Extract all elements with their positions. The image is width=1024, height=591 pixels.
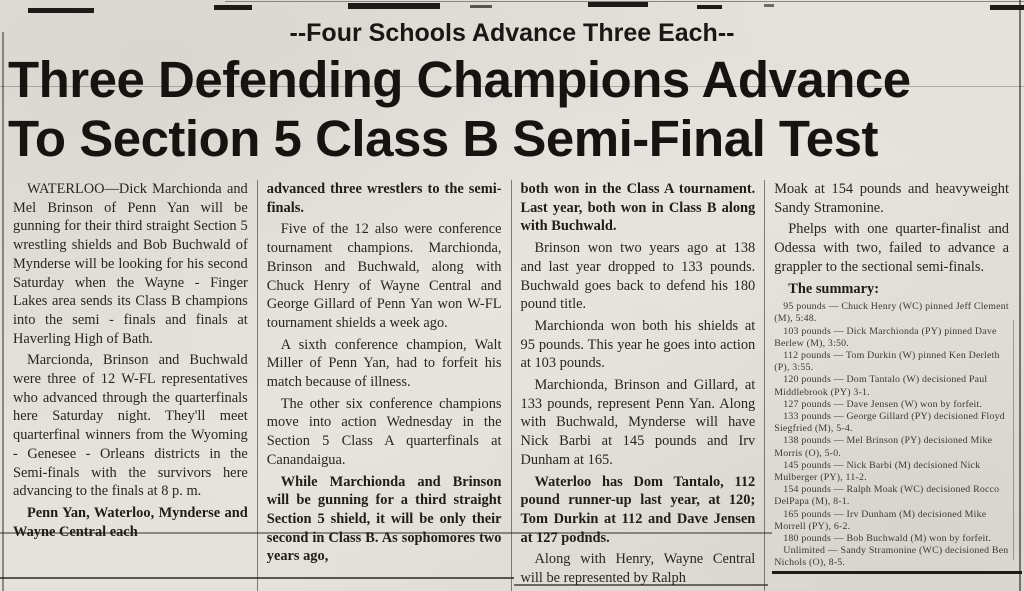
article-paragraph: A sixth conference champion, Walt Miller of Penn Yan, had to forfeit his match because of illness. <box>266 336 502 391</box>
article-paragraph: WATERLOO—Dick Marchionda and Mel Brinson of Penn Yan will be gunning for their third straight Section 5 wrestling shields and Bob Buchwald of Mynderse will be looking for his second Saturday when the Wayne - Finger Lakes area sends its Class B champions into the semi - finals and finals at Haverling High of Bath. <box>13 181 248 347</box>
article-paragraph: The other six conference champions move into action Wednesday in the Section 5 Class A quarterfinals at Canandaigua. <box>266 395 502 468</box>
scan-artifact <box>348 3 440 9</box>
article-paragraph: Marcionda, Brinson and Buchwald were three of 12 W-FL representatives who advanced through the quarterfinals here Saturday night. They'll meet quarterfinal winners from the Wyoming - Genesee - Orleans districts in the Semi-finals with the survivors here advancing to the finals at 8 p. m. <box>13 352 248 500</box>
article-paragraph: Phelps with one quarter-finalist and Odessa with two, failed to advance a grappler to the sectional semi-finals. <box>774 221 1009 275</box>
article-column-2 <box>258 178 511 591</box>
summary-result-133: 133 pounds — George Gillard (PY) decisioned Floyd Siegfried (M), 5-4. <box>774 411 1005 435</box>
summary-title: The summary: <box>788 280 879 297</box>
article-paragraph: While Marchionda and Brinson will be gunning for a third straight Section 5 shield, it will be only their second in Class B. As sophomores two years ago, <box>266 473 502 565</box>
headline-line-1: Three Defending Champions Advance <box>8 51 911 108</box>
summary-result-95: 95 pounds — Chuck Henry (WC) pinned Jeff Clement (M), 5:48. <box>774 301 1009 325</box>
summary-result-138: 138 pounds — Mel Brinson (PY) decisioned Mike Morris (O), 5-0. <box>774 435 993 459</box>
scan-artifact <box>28 8 94 13</box>
article-paragraph: Marchionda, Brinson and Gillard, at 133 pounds, represent Penn Yan. Along with Buchwald, Mynderse will have Nick Barbi at 145 pounds and Irv Dunham at 165. <box>520 377 756 468</box>
article-paragraph: advanced three wrestlers to the semi-finals. <box>266 181 502 216</box>
scan-artifact <box>225 1 1024 2</box>
article-paragraph: Moak at 154 pounds and heavyweight Sandy Stramonine. <box>774 181 1009 216</box>
article-paragraph: Along with Henry, Wayne Central will be represented by Ralph <box>520 551 756 587</box>
summary-result-127: 127 pounds — Dave Jensen (W) won by forfeit. <box>783 398 983 410</box>
summary-result-120: 120 pounds — Dom Tantalo (W) decisioned Paul Middlebrook (PY) 3-1. <box>774 374 988 398</box>
scan-artifact <box>588 2 648 7</box>
article-paragraph: Five of the 12 also were conference tournament champions. Marchionda, Brinson and Buchwald, along with Chuck Henry of Wayne Central and George Gillard of Penn Yan won W-FL tournament shields a week ago. <box>266 221 502 331</box>
article-paragraph: both won in the Class A tournament. Last year, both won in Class B along with Buchwald. <box>520 181 756 235</box>
scan-artifact <box>764 4 774 7</box>
kicker-headline: --Four Schools Advance Three Each-- <box>289 19 735 47</box>
article-columns <box>4 178 1018 591</box>
article-paragraph: Waterloo has Dom Tantalo, 112 pound runner-up last year, at 120; Tom Durkin at 112 and Dave Jensen at 127 podnds. <box>520 473 756 546</box>
main-headline <box>8 50 1018 168</box>
headline-line-2: To Section 5 Class B Semi-Final Test <box>8 110 878 167</box>
summary-result-103: 103 pounds — Dick Marchionda (PY) pinned Dave Berlew (M), 3:50. <box>774 325 997 349</box>
article-column-3 <box>512 178 765 591</box>
scan-artifact <box>697 5 722 9</box>
scan-artifact <box>470 5 492 8</box>
summary-result-112: 112 pounds — Tom Durkin (W) pinned Ken Derleth (P), 3:55. <box>774 350 1000 374</box>
scan-artifact <box>214 5 252 10</box>
article-paragraph: Marchionda won both his shields at 95 pounds. This year he goes into action at 103 pounds. <box>520 317 756 372</box>
summary-result-180: 180 pounds — Bob Buchwald (M) won by forfeit. <box>783 533 992 545</box>
article-column-1 <box>4 178 257 591</box>
summary-result-165: 165 pounds — Irv Dunham (M) decisioned Mike Morrell (PY), 6-2. <box>774 508 987 532</box>
summary-result-154: 154 pounds — Ralph Moak (WC) decisioned Rocco DelPapa (M), 8-1. <box>774 484 1000 508</box>
article-column-4 <box>765 178 1018 591</box>
right-border-rule <box>1019 0 1021 591</box>
article-paragraph: Brinson won two years ago at 138 and last year dropped to 133 pounds. Buchwald goes back to defend his 180 pound title. <box>520 240 756 313</box>
article-paragraph: Penn Yan, Waterloo, Mynderse and Wayne Central each <box>13 504 248 540</box>
summary-result-unlimited: Unlimited — Sandy Stramonine (WC) decisioned Ben Nichols (O), 8-5. <box>774 545 1009 569</box>
summary-result-145: 145 pounds — Nick Barbi (M) decisioned Nick Mulberger (PY), 11-2. <box>774 459 981 484</box>
